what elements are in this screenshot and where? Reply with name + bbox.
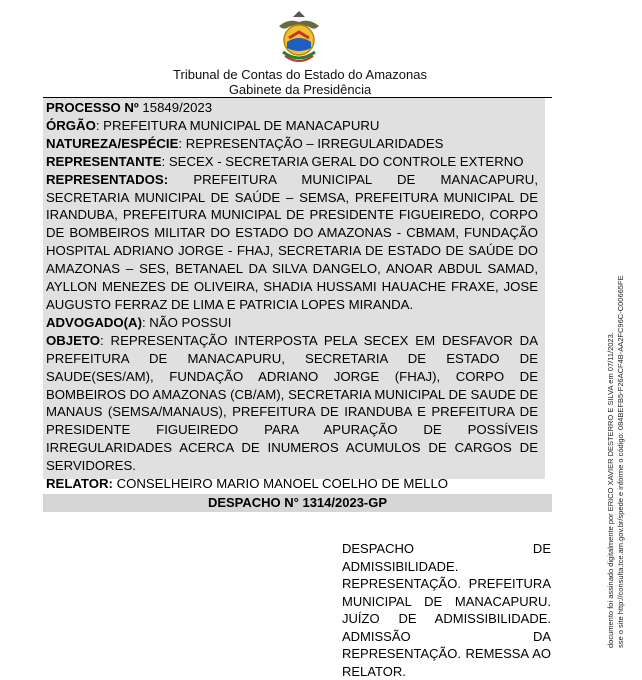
field-natureza xyxy=(46,135,538,153)
field-label: ADVOGADO(A) xyxy=(46,314,142,330)
field-value: : PREFEITURA MUNICIPAL DE MANACAPURU xyxy=(95,117,380,133)
digital-signature-stamp xyxy=(606,228,626,648)
field-value: 15849/2023 xyxy=(138,100,213,115)
field-value: : SECEX - SECRETARIA GERAL DO CONTROLE EXTERNO xyxy=(161,153,524,169)
coat-of-arms-icon xyxy=(269,8,329,68)
field-representados xyxy=(46,171,538,314)
field-value: : REPRESENTAÇÃO INTERPOSTA PELA SECEX EM DESFAVOR DA PREFEITURA DE MANACAPURU, SECRETARIA DE ESTADO DE SAUDE(SES/AM), FUNDAÇÃO ADRIANO JORGE (FHAJ), CORPO DE BOMBEIROS DO AMAZONAS (CB/AM), SECRETARIA MUNICIPAL DE SAUDE DE MANAUS (SEMSA/MANAUS), PREFEITURA DE IRANDUBA E PREFEITURA DE PRESIDENTE FIGUEIREDO PARA APURAÇÃO DE POSSÍVEIS IRREGULARIDADES ACERCA DE INUMEROS ACUMULOS DE CARGOS DE SERVIDORES. xyxy=(46,332,538,474)
process-info xyxy=(46,99,538,493)
despacho-title: DESPACHO N° 1314/2023-GP xyxy=(43,494,552,512)
ementa-text: DESPACHO DE ADMISSIBILIDADE. REPRESENTAÇÃO. PREFEITURA MUNICIPAL DE MANACAPURU. JUÍZO DE ADMISSIBILIDADE. ADMISSÃO DA REPRESENTAÇÃO. REMESSA AO RELATOR. xyxy=(342,541,551,679)
field-label: RELATOR: xyxy=(46,476,113,492)
field-representante xyxy=(46,153,538,171)
office-name: Gabinete da Presidência xyxy=(228,82,372,97)
field-label: PROCESSO Nº xyxy=(46,100,139,115)
field-value: : REPRESENTAÇÃO – IRREGULARIDADES xyxy=(178,135,444,151)
field-label: REPRESENTANTE xyxy=(46,153,162,169)
field-processo xyxy=(46,99,538,117)
field-label: OBJETO xyxy=(46,332,100,348)
field-relator xyxy=(46,475,538,493)
field-advogado xyxy=(46,314,538,332)
field-value: CONSELHEIRO MARIO MANOEL COELHO DE MELLO xyxy=(112,476,449,492)
verification-line: sse o site http://consulta.tce.am.gov.br/spede e informe o código: 084BEFB5-F26ACF4B-AA2FC96C-C00665FE xyxy=(616,275,625,648)
field-value: PREFEITURA MUNICIPAL DE MANACAPURU, SECRETARIA MUNICIPAL DE SAÚDE – SEMSA, PREFEITURA MUNICIPAL DE IRANDUBA, PREFEITURA MUNICIPAL DE PRESIDENTE FIGUEIREDO, CORPO DE BOMBEIROS MILITAR DO ESTADO DO AMAZONAS - CBMAM, FUNDAÇÃO HOSPITAL ADRIANO JORGE - FHAJ, SECRETARIA DE ESTADO DE SAÚDE DO AMAZONAS – SES, BETANAEL DA SILVA DANGELO, ANOAR ABDUL SAMAD, AYLLON MENEZES DE OLIVEIRA, SHADIA HUSSAMI HAUACHE FRAXE, JOSE AUGUSTO FERRAZ DE LIMA E PATRICIA LOPES MIRANDA. xyxy=(46,171,538,312)
field-label: NATUREZA/ESPÉCIE xyxy=(46,135,179,151)
field-label: REPRESENTADOS: xyxy=(46,171,169,187)
field-orgao xyxy=(46,117,538,135)
field-objeto xyxy=(46,332,538,475)
signature-line: documento foi assinado digitalmente por ERICO XAVIER DESTERRO E SILVA em 07/11/2023. xyxy=(606,332,615,648)
field-label: ÓRGÃO xyxy=(46,117,96,133)
institution-name: Tribunal de Contas do Estado do Amazonas xyxy=(173,67,427,82)
field-value: : NÃO POSSUI xyxy=(141,314,232,330)
